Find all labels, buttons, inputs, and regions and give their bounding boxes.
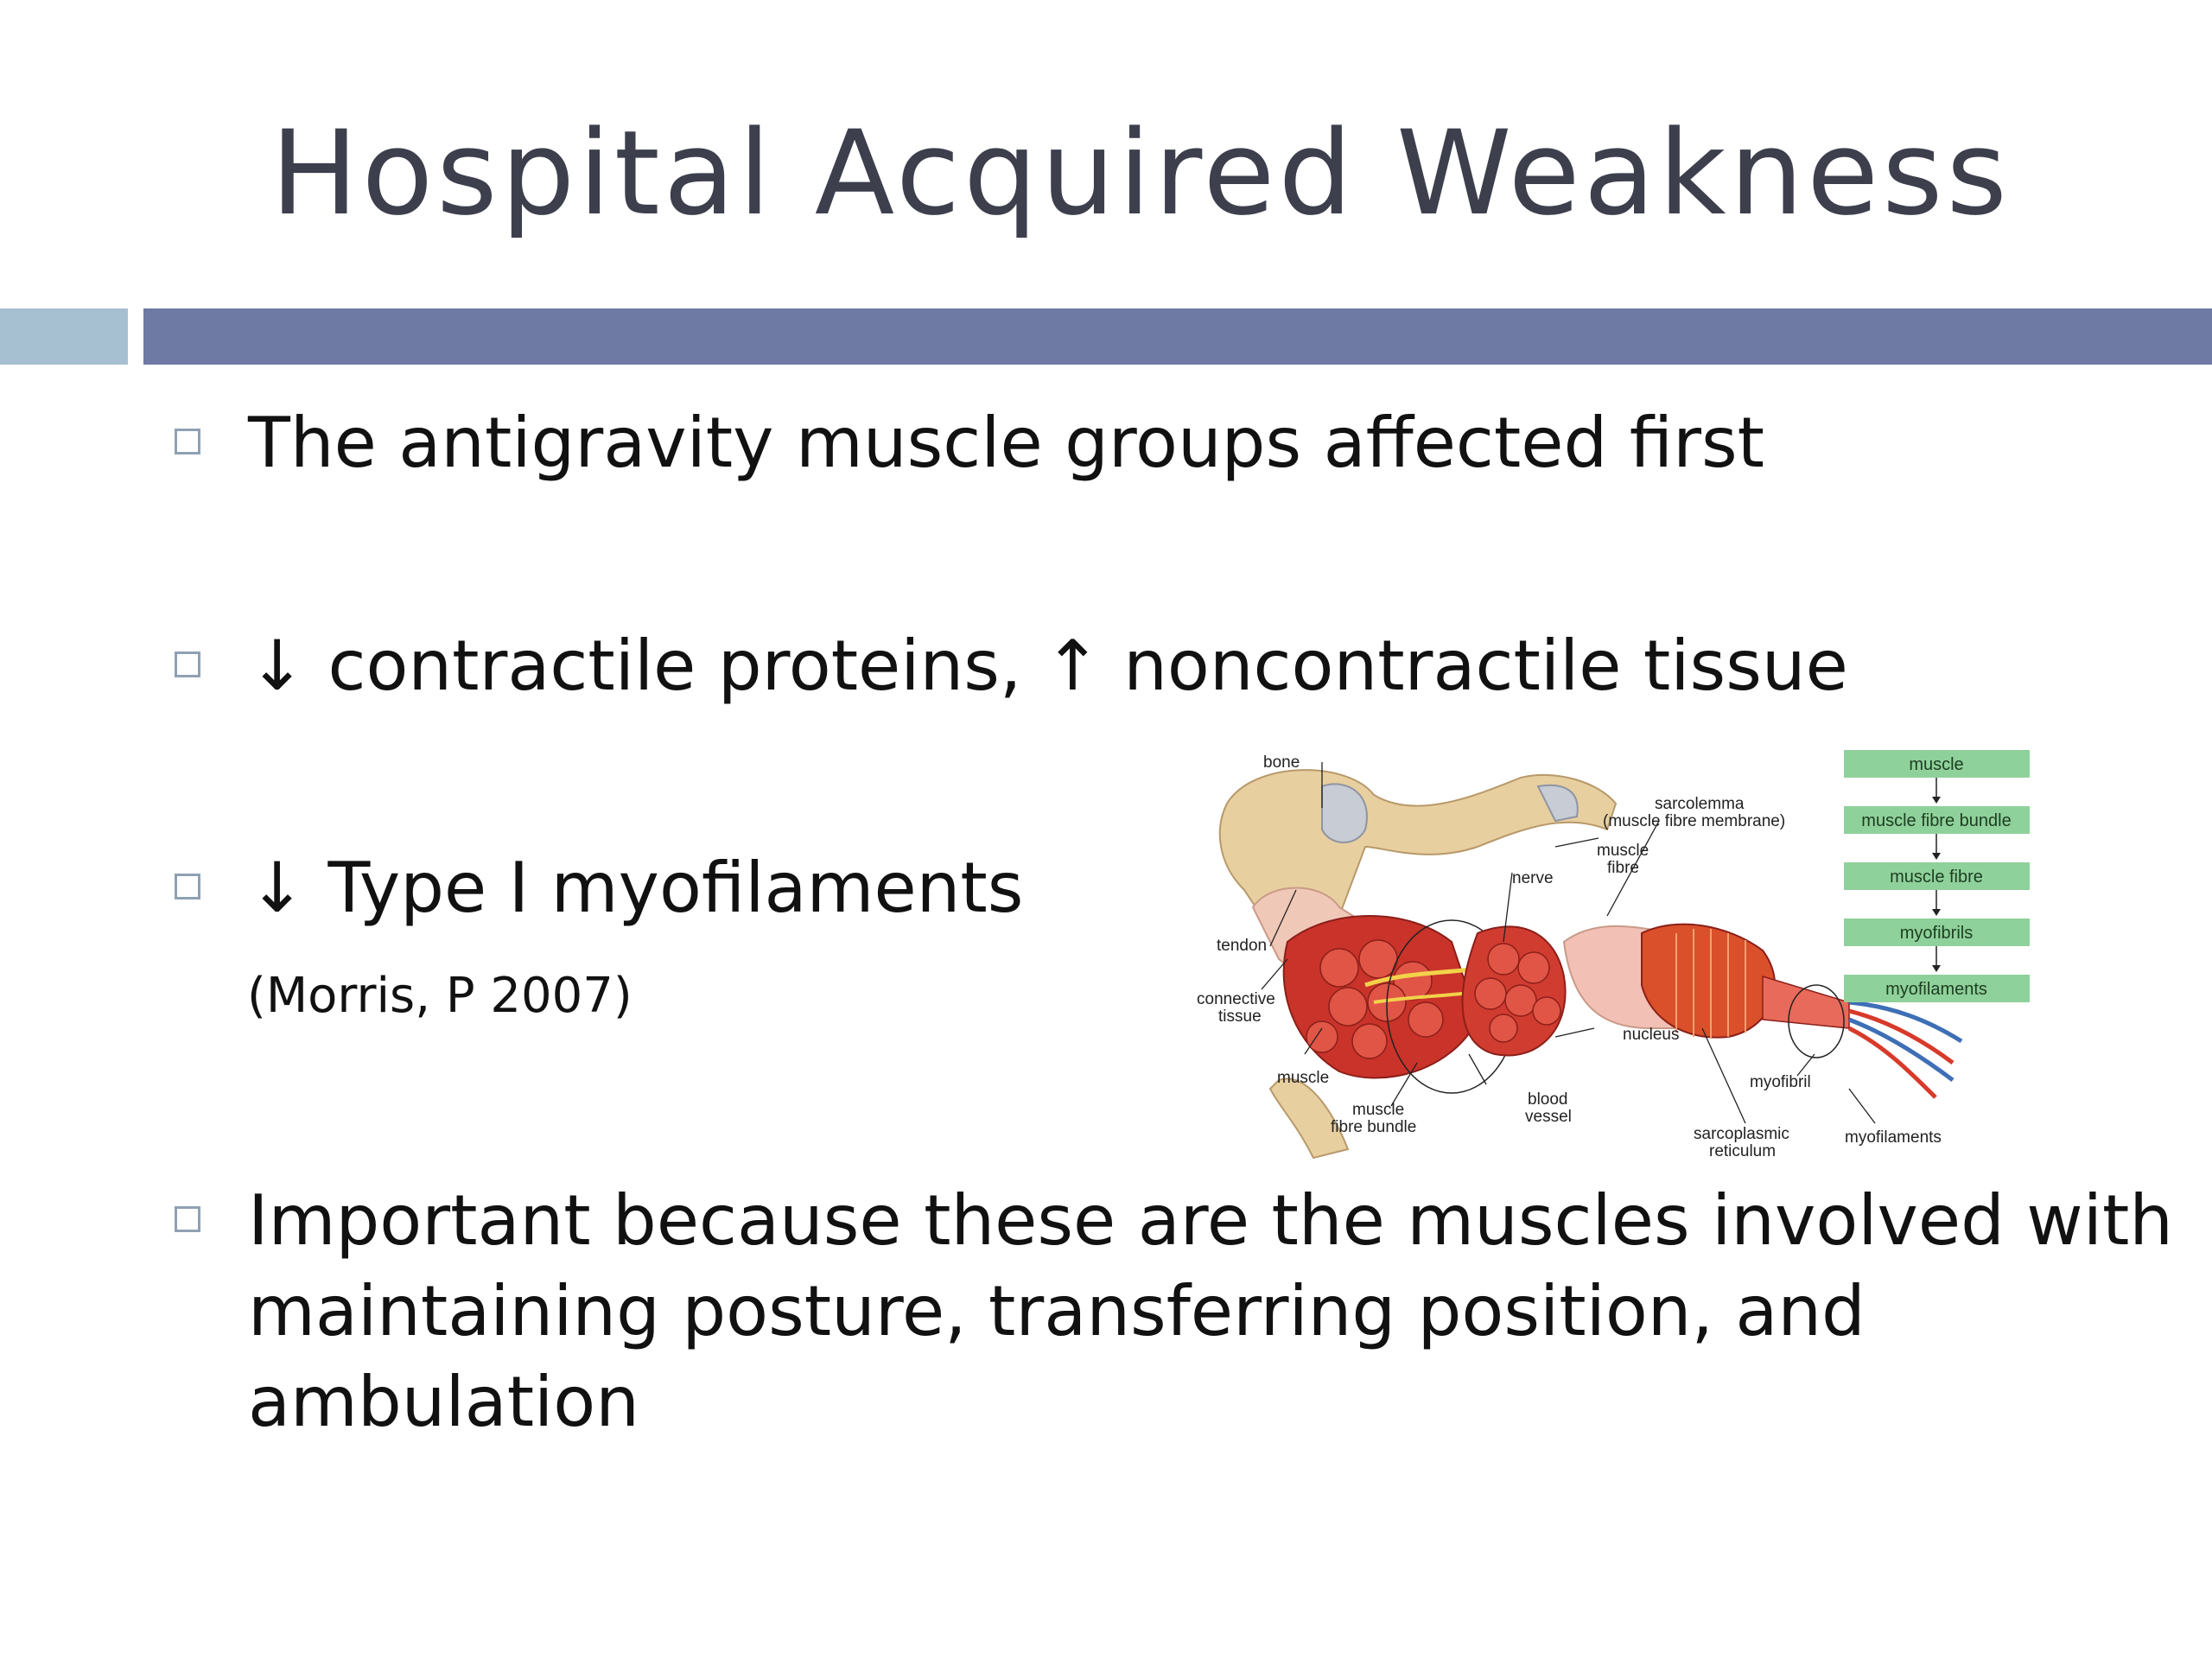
label-bone: bone xyxy=(1263,753,1300,772)
label-nerve: nerve xyxy=(1512,869,1554,887)
label-fibre-bundle-line1: muscle xyxy=(1352,1101,1405,1119)
label-sarcoplasmic-line2: reticulum xyxy=(1709,1142,1777,1160)
hierarchy-chart xyxy=(1844,750,2030,1002)
hierarchy-label: myofilaments xyxy=(1885,980,1987,999)
label-fibre-bundle-line2: fibre bundle xyxy=(1331,1118,1417,1136)
label-sarcoplasmic-line1: sarcoplasmic xyxy=(1694,1125,1789,1143)
bullet-text: The antigravity muscle groups affected first xyxy=(248,403,1765,483)
label-muscle: muscle xyxy=(1277,1069,1330,1087)
label-nucleus: nucleus xyxy=(1623,1026,1680,1044)
myofilament-strands xyxy=(1849,1002,1961,1097)
hierarchy-label: muscle xyxy=(1909,755,1964,774)
label-muscle-fibre-line1: muscle xyxy=(1597,842,1649,860)
bullet-square-icon xyxy=(175,874,200,899)
myofibril-strand xyxy=(1763,976,1849,1028)
bullet-text: Important because these are the muscles involved with maintaining posture, transferring position, and ambulation xyxy=(248,1180,2174,1442)
bullet-square-icon xyxy=(175,1206,200,1232)
label-connective-line2: tissue xyxy=(1218,1007,1262,1026)
label-myofibril: myofibril xyxy=(1750,1073,1811,1091)
label-sarcolemma-sub: (muscle fibre membrane) xyxy=(1603,812,1786,830)
bullet-text: ↓ contractile proteins, ↑ noncontractile tissue xyxy=(248,626,1848,706)
label-muscle-fibre-line2: fibre xyxy=(1607,859,1639,877)
muscle-anatomy-illustration xyxy=(1192,743,2039,1166)
label-sarcolemma: sarcolemma xyxy=(1655,795,1745,813)
hierarchy-label: muscle fibre bundle xyxy=(1861,811,2012,830)
title-rule-accent xyxy=(0,308,128,365)
label-blood-line2: vessel xyxy=(1525,1108,1572,1126)
label-tendon: tendon xyxy=(1217,937,1268,955)
bullet-square-icon xyxy=(175,429,200,454)
bullet-text: ↓ Type I myofilaments xyxy=(248,848,1024,928)
label-myofilaments: myofilaments xyxy=(1845,1128,1942,1147)
title-rule-bar xyxy=(143,308,2212,365)
bullet-square-icon xyxy=(175,652,200,677)
hierarchy-label: muscle fibre xyxy=(1890,868,1983,887)
label-blood-line1: blood xyxy=(1528,1090,1568,1109)
muscle-anatomy-figure xyxy=(1192,743,2039,1166)
citation: (Morris, P 2007) xyxy=(247,968,632,1024)
label-connective-line1: connective xyxy=(1197,990,1275,1008)
slide-title: Hospital Acquired Weakness xyxy=(270,105,2011,241)
hierarchy-label: myofibrils xyxy=(1899,924,1974,943)
